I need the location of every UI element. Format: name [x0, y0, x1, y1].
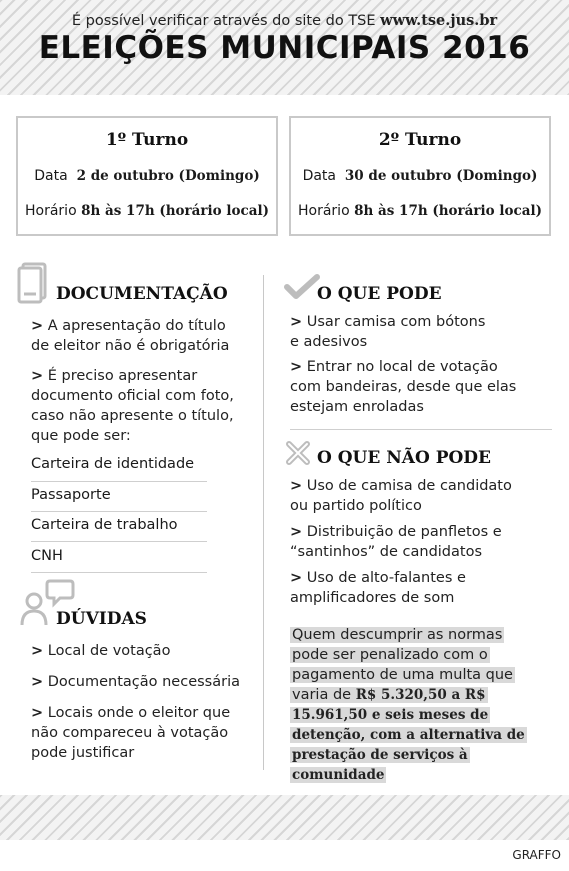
nao-pode-heading: O QUE NÃO PODE [317, 448, 491, 468]
doc-item-cnh: CNH [31, 548, 63, 564]
pode-bullet-2: > Entrar no local de votação com bandeiras, desde que elas estejam enroladas [290, 359, 517, 415]
footer-banner [0, 795, 569, 840]
document-icon [17, 262, 49, 304]
divider [31, 511, 207, 512]
checkmark-icon [284, 274, 320, 300]
divider [31, 481, 207, 482]
turno-1-box [16, 116, 278, 236]
credit: GRAFFO [512, 848, 561, 862]
divider [31, 541, 207, 542]
duvidas-bullet-1: > Local de votação [31, 643, 171, 659]
column-divider [263, 275, 264, 770]
turno-2-box [289, 116, 551, 236]
footer-text: É possível verificar através do site do TSE www.tse.jus.br [71, 12, 498, 29]
doc-item-identidade: Carteira de identidade [31, 456, 195, 472]
pode-heading: O QUE PODE [317, 284, 442, 304]
nao-pode-bullet-1: > Uso de camisa de candidato ou partido político [290, 478, 512, 514]
documentacao-bullet-2: > É preciso apresentar documento oficial com foto, caso não apresente o título, que pode ser: [31, 368, 234, 444]
duvidas-heading: DÚVIDAS [56, 609, 147, 629]
duvidas-bullet-3: > Locais onde o eleitor que não compareceu à votação pode justificar [31, 705, 231, 761]
turno-2-hours: Horário 8h às 17h (horário local) [298, 203, 542, 219]
divider [290, 429, 552, 430]
tse-site-link[interactable]: www.tse.jus.br [380, 12, 498, 29]
nao-pode-bullet-3: > Uso de alto-falantes e amplificadores de som [290, 570, 466, 606]
documentacao-bullet-1: > A apresentação do título de eleitor não é obrigatória [31, 318, 230, 354]
doc-item-passaporte: Passaporte [31, 487, 111, 503]
nao-pode-bullet-2: > Distribuição de panfletos e “santinhos” de candidatos [290, 524, 502, 560]
turno-1-hours: Horário 8h às 17h (horário local) [25, 203, 269, 219]
page-title: ELEIÇÕES MUNICIPAIS 2016 [38, 30, 531, 66]
pode-bullet-1: > Usar camisa com bótons e adesivos [290, 314, 486, 350]
turno-1-heading: 1º Turno [105, 130, 189, 150]
documentacao-heading: DOCUMENTAÇÃO [56, 284, 228, 304]
duvidas-bullet-2: > Documentação necessária [31, 674, 240, 690]
penalty-note: Quem descumprir as normas pode ser penalizado com o pagamento de uma multa que varia de R$ 5.320,50 a R$ 15.961,50 e seis meses de detenção, com a alternativa de prestação de serviços à comunidade [292, 627, 525, 783]
divider [31, 572, 207, 573]
cross-icon [285, 440, 311, 466]
turno-1-date: Data 2 de outubro (Domingo) [34, 168, 260, 184]
turno-2-heading: 2º Turno [378, 130, 462, 150]
turno-2-date: Data 30 de outubro (Domingo) [302, 168, 538, 184]
doc-item-carteira-trabalho: Carteira de trabalho [31, 517, 178, 533]
